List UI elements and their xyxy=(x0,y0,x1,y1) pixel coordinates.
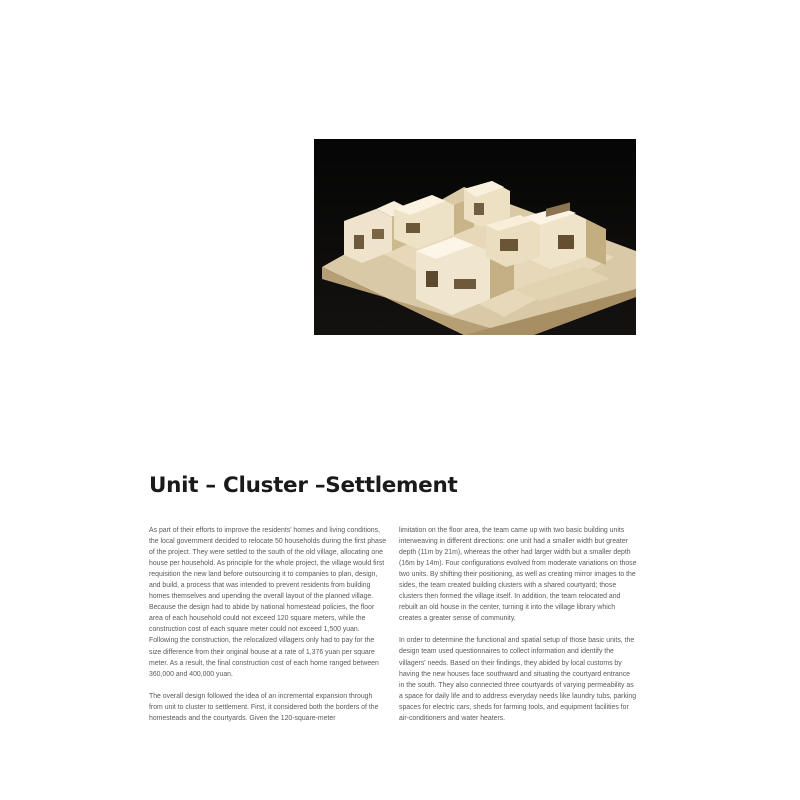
model-illustration xyxy=(314,139,636,335)
paragraph: The overall design followed the idea of an incremental expansion through from unit to cluster to settlement. First, it considered both the borders of the homesteads and the courtyards. Given the 120-square-meter xyxy=(149,692,379,722)
paragraph: In order to determine the functional and spatial setup of those basic units, the design team used questionnaires to collect information and identify the villagers' needs. Based on their findings, they abided by local customs by having the new houses face southward and situating the courtyard entrance in the south. They also connected three courtyards of varying permeability as a space for daily life and to address everyday needs like laundry tubs, parking spaces for electric cars, sheds for farming tools, and equipment facilities for air-conditioners and water heaters. xyxy=(399,637,637,722)
text-column-left xyxy=(149,525,387,735)
text-column-right xyxy=(399,525,637,735)
paragraph: As part of their efforts to improve the residents' homes and living conditions, the local government decided to relocate 50 households during the first phase of the project. They were settled to the south of the old village, allocating one house per household. As principle for the whole project, the village would first requisition the new land before outsourcing it to companies to plan, design, and build, a process that was intended to prevent residents from building homes themselves and upending the overall layout of the planned village. Because the design had to abide by national homestead policies, the floor area of each household could not exceed 120 square meters, while the construction cost of each square meter could not exceed 1,500 yuan. Following the construction, the relocalized villagers only had to pay for the size difference from their original house at a rate of 1,376 yuan per square meter. As a result, the final construction cost of each home ranged between 360,000 and 400,000 yuan. xyxy=(149,527,387,678)
section-heading: Unit – Cluster –Settlement xyxy=(149,473,458,498)
paragraph: limitation on the floor area, the team came up with two basic building units interweaving in different directions: one unit had a smaller width but greater depth (11m by 21m), whereas the other had larger width but a smaller depth (16m by 14m). Four configurations evolved from moderate variations on those two units. By shifting their positioning, as well as creating mirror images to the sides, the team created building clusters with a shared courtyard; those clusters then formed the village itself. In addition, the team relocated and rebuilt an old house in the center, turning it into the village library which creates a greater sense of community. xyxy=(399,527,637,623)
architectural-model-photo xyxy=(314,139,636,335)
